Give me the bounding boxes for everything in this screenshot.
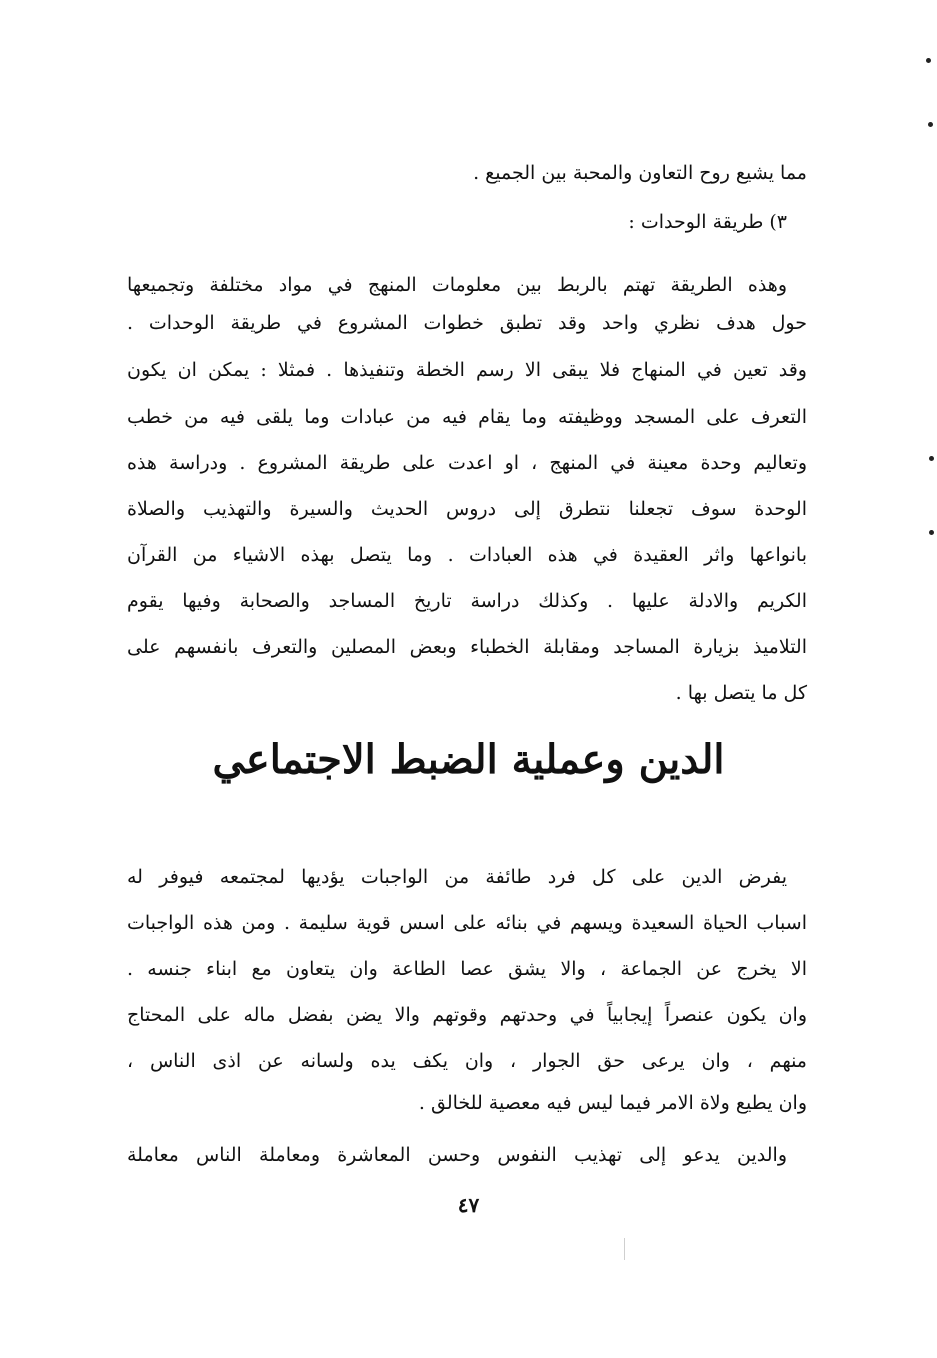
text-line: وتعاليم وحدة معينة في المنهج ، او اعدت على طريقة المشروع . ودراسة هذه [127, 452, 807, 474]
text-line: الكريم والادلة عليها . وكذلك دراسة تاريخ المساجد والصحابة وفيها يقوم [127, 590, 807, 612]
text-line: اسباب الحياة السعيدة ويسهم في بنائه على اسس قوية سليمة . ومن هذه الواجبات [127, 912, 807, 934]
scan-speck [624, 1238, 625, 1260]
margin-dot [929, 456, 934, 461]
section-title-units-method: ٣) طريقة الوحدات : [628, 211, 787, 233]
text-line: وان يكون عنصراً إيجابياً في وحدتهم وقوتهم والا يضن بفضل ماله على المحتاج [127, 1004, 807, 1026]
text-line: التلاميذ بزيارة المساجد ومقابلة الخطباء وبعض المصلين والتعرف بانفسهم على [127, 636, 807, 658]
text-line: الوحدة سوف تجعلنا نتطرق إلى دروس الحديث والسيرة والتهذيب والصلاة [127, 498, 807, 520]
text-line: بانواعها واثر العقيدة في هذه العبادات . وما يتصل بهذه الاشياء من القرآن [127, 544, 807, 566]
text-line: والدين يدعو إلى تهذيب النفوس وحسن المعاشرة ومعاملة الناس معاملة [127, 1144, 787, 1166]
text-line: وهذه الطريقة تهتم بالربط بين معلومات المنهج في مواد مختلفة وتجميعها [127, 274, 787, 296]
margin-dot [926, 58, 931, 63]
text-line: منهم ، وان يرعى حق الجوار ، وان يكف يده ولسانه عن اذى الناس ، [127, 1050, 807, 1072]
page-number: ٤٧ [457, 1193, 480, 1217]
text-line: حول هدف نظري واحد وقد تطبق خطوات المشروع في طريقة الوحدات . [127, 312, 807, 334]
text-line: الا يخرج عن الجماعة ، والا يشق عصا الطاعة وان يتعاون مع ابناء جنسه . [127, 958, 807, 980]
text-line: وان يطيع ولاة الامر فيما ليس فيه معصية للخالق . [418, 1092, 807, 1114]
text-line: التعرف على المسجد ووظيفته وما يقام فيه من عبادات وما يلقى فيه من خطب [127, 406, 807, 428]
text-line: مما يشيع روح التعاون والمحبة بين الجميع . [473, 162, 807, 184]
section-heading: الدين وعملية الضبط الاجتماعي [212, 736, 725, 783]
margin-dot [928, 122, 933, 127]
text-line: وقد تعين في المنهاج فلا يبقى الا رسم الخطة وتنفيذها . فمثلا : يمكن ان يكون [127, 359, 807, 381]
text-line: كل ما يتصل بها . [675, 682, 807, 704]
margin-dot [929, 530, 934, 535]
text-line: يفرض الدين على كل فرد طائفة من الواجبات يؤديها لمجتمعه فيوفر له [127, 866, 788, 888]
